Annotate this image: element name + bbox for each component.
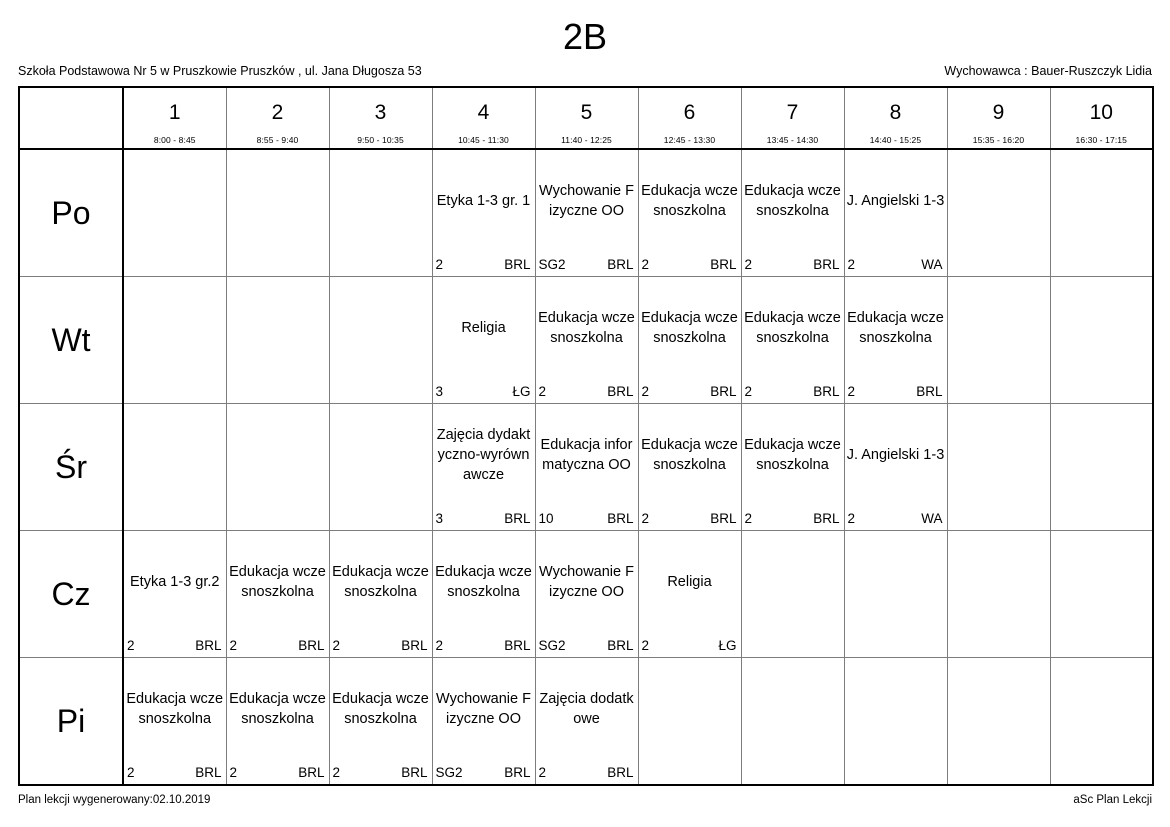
lesson-cell-inner (433, 658, 535, 784)
lesson-subject (433, 658, 535, 760)
lesson-subject (639, 150, 741, 252)
lesson-subject-text: Edukacja wczesnoszkolna (435, 564, 532, 600)
lesson-cell-inner (845, 531, 947, 657)
lesson-cell[interactable] (741, 531, 844, 658)
period-time: 16:30 - 17:15 (1075, 135, 1127, 145)
lesson-meta (848, 511, 943, 527)
lesson-cell-inner (227, 658, 329, 784)
lesson-cell-inner (742, 531, 844, 657)
lesson-subject (845, 277, 947, 379)
timetable-row (19, 531, 1153, 658)
lesson-room: 2 (332, 638, 341, 653)
lesson-room: 2 (744, 384, 753, 399)
lesson-cell[interactable] (1050, 658, 1153, 786)
lesson-meta (848, 257, 943, 273)
lesson-meta (745, 257, 840, 273)
lesson-subject (845, 404, 947, 506)
day-label-cell: Wt (19, 277, 123, 404)
lesson-cell[interactable] (226, 531, 329, 658)
lesson-teacher-code: WA (921, 257, 943, 272)
lesson-meta (745, 511, 840, 527)
lesson-cell-inner (124, 277, 226, 403)
period-time: 11:40 - 12:25 (561, 135, 612, 145)
period-header-2 (226, 87, 329, 149)
lesson-cell[interactable] (638, 149, 741, 277)
period-time: 10:45 - 11:30 (458, 135, 509, 145)
lesson-teacher-code: BRL (813, 384, 840, 399)
lesson-cell[interactable] (844, 531, 947, 658)
period-number: 8 (889, 101, 902, 124)
lesson-meta (642, 638, 737, 654)
lesson-cell[interactable] (123, 658, 226, 786)
lesson-subject-text: Edukacja wczesnoszkolna (847, 310, 944, 346)
lesson-subject-text: Zajęcia dodatkowe (539, 691, 634, 727)
lesson-meta (539, 384, 634, 400)
lesson-cell[interactable] (226, 149, 329, 277)
period-time: 8:55 - 9:40 (256, 135, 299, 145)
footer (18, 793, 1152, 807)
lesson-teacher-code: BRL (916, 384, 943, 399)
lesson-subject (536, 150, 638, 252)
lesson-cell-inner (330, 658, 432, 784)
lesson-subject-text: Edukacja wczesnoszkolna (641, 437, 738, 473)
lesson-teacher-code: BRL (607, 511, 634, 526)
period-number: 9 (992, 101, 1005, 124)
lesson-teacher-code: BRL (195, 638, 222, 653)
lesson-subject (639, 404, 741, 506)
lesson-cell[interactable] (123, 277, 226, 404)
period-number: 2 (271, 101, 284, 124)
period-time: 9:50 - 10:35 (357, 135, 404, 145)
lesson-subject-text: J. Angielski 1-3 (846, 447, 945, 463)
lesson-room: 2 (435, 257, 444, 272)
lesson-cell-inner (227, 277, 329, 403)
lesson-meta (127, 638, 222, 654)
lesson-meta (539, 257, 634, 273)
lesson-cell[interactable] (844, 658, 947, 786)
lesson-room: 2 (847, 511, 856, 526)
lesson-meta (539, 638, 634, 654)
lesson-room: 2 (435, 638, 444, 653)
lesson-cell-inner (1051, 404, 1153, 530)
lesson-cell[interactable] (432, 277, 535, 404)
period-time: 8:00 - 8:45 (153, 135, 196, 145)
lesson-subject (433, 277, 535, 379)
lesson-teacher-code: BRL (710, 511, 737, 526)
lesson-cell-inner (536, 404, 638, 530)
lesson-cell-inner (330, 277, 432, 403)
lesson-cell[interactable] (741, 404, 844, 531)
lesson-meta (745, 384, 840, 400)
lesson-cell-inner (1051, 531, 1153, 657)
lesson-cell-inner (1051, 658, 1153, 784)
lesson-cell-inner (845, 658, 947, 784)
lesson-subject (433, 531, 535, 633)
lesson-subject-text: Edukacja wczesnoszkolna (332, 691, 429, 727)
lesson-cell[interactable] (432, 149, 535, 277)
period-header-3 (329, 87, 432, 149)
lesson-room: 2 (641, 638, 650, 653)
lesson-cell-inner (948, 658, 1050, 784)
lesson-cell[interactable] (741, 658, 844, 786)
lesson-subject (742, 404, 844, 506)
lesson-cell[interactable] (844, 404, 947, 531)
period-header-8 (844, 87, 947, 149)
lesson-cell[interactable] (844, 149, 947, 277)
lesson-cell[interactable] (947, 404, 1050, 531)
lesson-teacher-code: BRL (813, 257, 840, 272)
lesson-cell[interactable] (947, 531, 1050, 658)
lesson-subject-text: Etyka 1-3 gr. 1 (436, 193, 531, 209)
lesson-teacher-code: BRL (298, 765, 325, 780)
lesson-room: 2 (127, 765, 135, 780)
lesson-teacher-code: BRL (298, 638, 325, 653)
lesson-subject-text: Edukacja wczesnoszkolna (332, 564, 429, 600)
lesson-subject-text: Edukacja informatyczna OO (540, 437, 633, 473)
lesson-subject (536, 531, 638, 633)
lesson-subject (845, 150, 947, 252)
lesson-cell-inner (1051, 150, 1153, 276)
lesson-subject-text: Edukacja wczesnoszkolna (641, 310, 738, 346)
lesson-subject (433, 150, 535, 252)
lesson-subject-text: Edukacja wczesnoszkolna (744, 437, 841, 473)
lesson-teacher-code: BRL (504, 638, 531, 653)
lesson-room: SG2 (538, 257, 566, 272)
timetable-row (19, 404, 1153, 531)
lesson-subject (227, 658, 329, 760)
lesson-meta (539, 765, 634, 781)
lesson-cell-inner (433, 531, 535, 657)
software-credit: aSc Plan Lekcji (1073, 794, 1152, 806)
lesson-room: 2 (229, 765, 238, 780)
lesson-subject-text: J. Angielski 1-3 (846, 193, 945, 209)
lesson-room: 2 (847, 257, 856, 272)
lesson-cell-inner (433, 404, 535, 530)
lesson-teacher-code: BRL (607, 638, 634, 653)
day-label-cell: Cz (19, 531, 123, 658)
lesson-subject (124, 658, 226, 760)
lesson-cell[interactable] (226, 658, 329, 786)
lesson-meta (127, 765, 222, 781)
lesson-cell-inner (227, 404, 329, 530)
lesson-cell[interactable] (1050, 531, 1153, 658)
lesson-subject (227, 531, 329, 633)
lesson-cell-inner (330, 404, 432, 530)
lesson-cell-inner (227, 531, 329, 657)
lesson-room: 2 (641, 511, 650, 526)
lesson-cell-inner (1051, 277, 1153, 403)
lesson-meta (333, 638, 428, 654)
lesson-subject (433, 404, 535, 506)
lesson-cell-inner (948, 277, 1050, 403)
lesson-subject-text: Religia (461, 320, 506, 336)
lesson-cell-inner (639, 658, 741, 784)
lesson-cell[interactable] (1050, 277, 1153, 404)
lesson-meta (436, 257, 531, 273)
lesson-cell-inner (433, 150, 535, 276)
lesson-room: 2 (744, 257, 753, 272)
lesson-cell-inner (536, 658, 638, 784)
lesson-cell[interactable] (329, 404, 432, 531)
lesson-cell[interactable] (741, 149, 844, 277)
lesson-cell-inner (742, 277, 844, 403)
lesson-cell[interactable] (535, 149, 638, 277)
lesson-teacher-code: ŁG (512, 384, 531, 399)
lesson-meta (230, 638, 325, 654)
lesson-cell-inner (742, 404, 844, 530)
lesson-teacher-code: BRL (607, 384, 634, 399)
lesson-room: 3 (435, 384, 444, 399)
lesson-subject (536, 404, 638, 506)
lesson-teacher-code: WA (921, 511, 943, 526)
period-number: 3 (374, 101, 387, 124)
lesson-room: 2 (332, 765, 341, 780)
lesson-subject (639, 531, 741, 633)
lesson-cell[interactable] (123, 531, 226, 658)
lesson-cell[interactable] (638, 277, 741, 404)
day-label-cell: Po (19, 149, 123, 277)
lesson-subject-text: Wychowanie Fizyczne OO (539, 564, 634, 600)
period-time: 15:35 - 16:20 (972, 135, 1025, 145)
lesson-cell[interactable] (947, 658, 1050, 786)
period-number: 5 (580, 101, 593, 124)
period-header-4 (432, 87, 535, 149)
day-label-cell: Śr (19, 404, 123, 531)
lesson-cell[interactable] (1050, 404, 1153, 531)
lesson-meta (230, 765, 325, 781)
timetable-row (19, 277, 1153, 404)
lesson-cell-inner (639, 531, 741, 657)
lesson-subject (639, 277, 741, 379)
header-meta (18, 64, 1152, 78)
lesson-cell-inner (124, 150, 226, 276)
lesson-teacher-code: BRL (504, 765, 531, 780)
lesson-teacher-code: BRL (195, 765, 222, 780)
lesson-cell-inner (330, 150, 432, 276)
lesson-cell-inner (536, 150, 638, 276)
lesson-teacher-code: BRL (401, 765, 428, 780)
lesson-cell[interactable] (535, 531, 638, 658)
lesson-cell[interactable] (432, 531, 535, 658)
lesson-teacher-code: BRL (504, 511, 531, 526)
lesson-room: 2 (127, 638, 135, 653)
lesson-meta (436, 511, 531, 527)
lesson-cell-inner (845, 404, 947, 530)
lesson-cell-inner (433, 277, 535, 403)
lesson-cell-inner (845, 277, 947, 403)
lesson-meta (333, 765, 428, 781)
period-header-1 (123, 87, 226, 149)
lesson-cell[interactable] (844, 277, 947, 404)
lesson-cell[interactable] (535, 277, 638, 404)
lesson-teacher-code: BRL (607, 765, 634, 780)
lesson-cell[interactable] (535, 658, 638, 786)
generated-date: Plan lekcji wygenerowany:02.10.2019 (18, 794, 211, 806)
lesson-cell-inner (124, 531, 226, 657)
lesson-cell[interactable] (638, 531, 741, 658)
period-number: 4 (477, 101, 490, 124)
lesson-cell[interactable] (947, 149, 1050, 277)
lesson-meta (642, 257, 737, 273)
period-time: 12:45 - 13:30 (663, 135, 716, 145)
period-number: 7 (786, 101, 799, 124)
lesson-meta (848, 384, 943, 400)
lesson-meta (642, 384, 737, 400)
lesson-cell-inner (124, 404, 226, 530)
lesson-cell[interactable] (329, 531, 432, 658)
lesson-meta (436, 638, 531, 654)
lesson-meta (436, 384, 531, 400)
lesson-cell[interactable] (123, 404, 226, 531)
homeroom-teacher: Wychowawca : Bauer-Ruszczyk Lidia (944, 64, 1152, 78)
school-name: Szkoła Podstawowa Nr 5 w Pruszkowie Pruszków , ul. Jana Długosza 53 (18, 64, 422, 78)
lesson-room: 2 (641, 257, 650, 272)
lesson-cell-inner (742, 658, 844, 784)
lesson-teacher-code: BRL (607, 257, 634, 272)
lesson-room: 2 (538, 384, 547, 399)
page-title: 2B (562, 16, 608, 57)
period-number: 6 (683, 101, 696, 124)
period-header-9 (947, 87, 1050, 149)
lesson-subject-text: Edukacja wczesnoszkolna (538, 310, 635, 346)
lesson-teacher-code: BRL (710, 257, 737, 272)
lesson-meta (436, 765, 531, 781)
lesson-cell[interactable] (329, 149, 432, 277)
lesson-cell-inner (948, 531, 1050, 657)
timetable-row (19, 149, 1153, 277)
lesson-cell[interactable] (123, 149, 226, 277)
lesson-cell-inner (330, 531, 432, 657)
lesson-cell-inner (742, 150, 844, 276)
lesson-cell[interactable] (329, 277, 432, 404)
lesson-teacher-code: BRL (710, 384, 737, 399)
lesson-subject-text: Edukacja wczesnoszkolna (641, 183, 738, 219)
lesson-cell[interactable] (432, 658, 535, 786)
period-header-10 (1050, 87, 1153, 149)
lesson-cell-inner (845, 150, 947, 276)
period-header-5 (535, 87, 638, 149)
lesson-cell[interactable] (535, 404, 638, 531)
lesson-cell[interactable] (226, 277, 329, 404)
lesson-cell-inner (948, 404, 1050, 530)
lesson-cell[interactable] (947, 277, 1050, 404)
period-header-7 (741, 87, 844, 149)
lesson-room: 2 (847, 384, 856, 399)
day-label-cell: Pi (19, 658, 123, 786)
lesson-subject-text: Etyka 1-3 gr.2 (130, 574, 220, 590)
timetable-row (19, 658, 1153, 786)
lesson-subject-text: Edukacja wczesnoszkolna (229, 564, 326, 600)
lesson-teacher-code: BRL (401, 638, 428, 653)
lesson-subject-text: Zajęcia dydaktyczno-wyrównawcze (436, 427, 531, 483)
lesson-teacher-code: BRL (813, 511, 840, 526)
lesson-room: 2 (641, 384, 650, 399)
corner-cell (19, 87, 123, 149)
lesson-cell[interactable] (432, 404, 535, 531)
timetable-body (19, 149, 1153, 785)
lesson-cell[interactable] (226, 404, 329, 531)
lesson-subject-text: Edukacja wczesnoszkolna (744, 183, 841, 219)
lesson-cell-inner (536, 531, 638, 657)
lesson-subject (742, 150, 844, 252)
period-header-6 (638, 87, 741, 149)
lesson-cell-inner (639, 277, 741, 403)
period-number: 10 (1089, 101, 1113, 124)
timetable-grid (18, 86, 1154, 786)
period-number: 1 (168, 101, 181, 124)
lesson-room: 3 (435, 511, 444, 526)
lesson-subject (330, 658, 432, 760)
lesson-meta (539, 511, 634, 527)
period-time: 14:40 - 15:25 (869, 135, 922, 145)
lesson-subject-text: Edukacja wczesnoszkolna (744, 310, 841, 346)
lesson-subject-text: Religia (667, 574, 712, 590)
lesson-cell-inner (639, 404, 741, 530)
lesson-room: 2 (538, 765, 547, 780)
lesson-meta (642, 511, 737, 527)
lesson-cell-inner (639, 150, 741, 276)
lesson-room: SG2 (435, 765, 463, 780)
lesson-subject (536, 277, 638, 379)
period-header-row (19, 87, 1153, 149)
period-time: 13:45 - 14:30 (766, 135, 819, 145)
lesson-room: SG2 (538, 638, 566, 653)
lesson-subject (330, 531, 432, 633)
lesson-subject (742, 277, 844, 379)
lesson-cell[interactable] (638, 404, 741, 531)
lesson-cell[interactable] (329, 658, 432, 786)
lesson-cell-inner (536, 277, 638, 403)
lesson-teacher-code: BRL (504, 257, 531, 272)
lesson-subject-text: Edukacja wczesnoszkolna (126, 691, 224, 727)
lesson-cell[interactable] (741, 277, 844, 404)
lesson-room: 2 (229, 638, 238, 653)
lesson-cell-inner (948, 150, 1050, 276)
lesson-cell-inner (124, 658, 226, 784)
lesson-subject-text: Wychowanie Fizyczne OO (436, 691, 531, 727)
lesson-teacher-code: ŁG (718, 638, 737, 653)
lesson-subject (536, 658, 638, 760)
lesson-room: 10 (538, 511, 554, 526)
lesson-subject-text: Wychowanie Fizyczne OO (539, 183, 634, 219)
lesson-room: 2 (744, 511, 753, 526)
lesson-subject-text: Edukacja wczesnoszkolna (229, 691, 326, 727)
lesson-cell[interactable] (638, 658, 741, 786)
lesson-cell[interactable] (1050, 149, 1153, 277)
lesson-subject (124, 531, 226, 633)
lesson-cell-inner (227, 150, 329, 276)
